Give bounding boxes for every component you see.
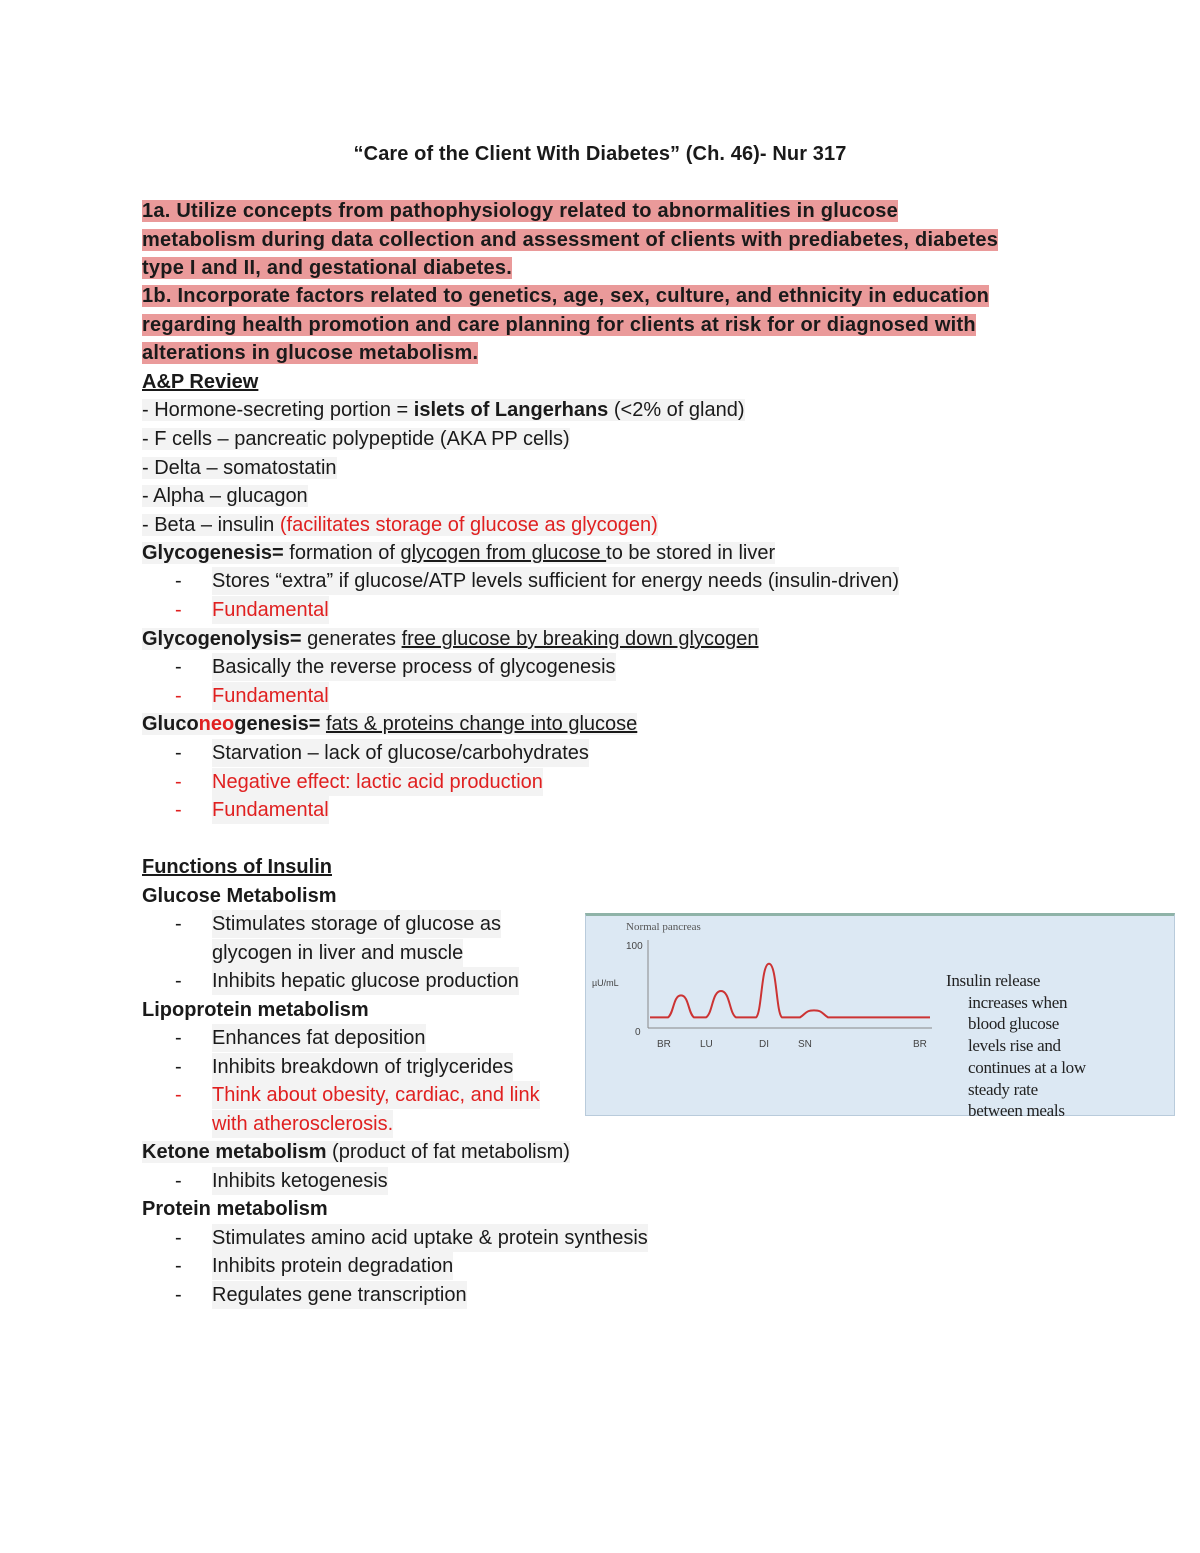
caption-line-5: continues at a low (968, 1057, 1086, 1077)
x-tick-di: DI (759, 1039, 769, 1050)
ap-f-cells-line: - F cells – pancreatic polypeptide (AKA PP cells) (142, 428, 570, 450)
x-tick-br-2: BR (913, 1039, 927, 1050)
x-tick-sn: SN (798, 1039, 812, 1050)
objective-1b-line-2: regarding health promotion and care planning for clients at risk for or diagnosed with (142, 314, 976, 336)
caption-line-2: increases when (968, 992, 1068, 1012)
y-axis-label: µU/mL (592, 978, 619, 988)
functions-heading: Functions of Insulin (142, 856, 332, 878)
x-tick-lu: LU (700, 1039, 713, 1050)
objective-1b-line-1: 1b. Incorporate factors related to genetics, age, sex, culture, and ethnicity in education (142, 285, 990, 307)
ap-hormone-line: - Hormone-secreting portion = islets of Langerhans (<2% of gland) (142, 399, 745, 421)
objective-1a-line-3: type I and II, and gestational diabetes. (142, 257, 513, 279)
chart-title: Normal pancreas (626, 921, 701, 933)
x-tick-br-1: BR (657, 1039, 671, 1050)
ketone-heading: Ketone metabolism (product of fat metabolism) (142, 1141, 570, 1163)
ap-delta-line: - Delta – somatostatin (142, 457, 337, 479)
objective-1a-line-2: metabolism during data collection and assessment of clients with prediabetes, diabetes (142, 229, 999, 251)
glycogenesis-definition: Glycogenesis= formation of glycogen from glucose to be stored in liver (142, 542, 776, 564)
caption-line-6: steady rate (968, 1079, 1038, 1099)
protein-heading: Protein metabolism (142, 1198, 328, 1220)
lipoprotein-heading: Lipoprotein metabolism (142, 999, 369, 1021)
document-title: “Care of the Client With Diabetes” (Ch. 46)- Nur 317 (353, 143, 847, 165)
figure-caption (946, 970, 1171, 1122)
ap-alpha-line: - Alpha – glucagon (142, 485, 308, 507)
caption-line-7: between meals (968, 1101, 1065, 1121)
caption-line-4: levels rise and (968, 1036, 1061, 1056)
ap-beta-line: - Beta – insulin (facilitates storage of glucose as glycogen) (142, 514, 658, 536)
gluconeogenesis-definition: Gluconeogenesis= fats & proteins change into glucose (142, 713, 638, 735)
caption-line-1: Insulin release (946, 971, 1041, 990)
glucose-metabolism-heading: Glucose Metabolism (142, 885, 337, 907)
ap-review-heading: A&P Review (142, 371, 259, 393)
y-tick-100: 100 (626, 941, 643, 952)
caption-line-3: blood glucose (968, 1014, 1060, 1034)
glycogenolysis-definition: Glycogenolysis= generates free glucose by breaking down glycogen (142, 628, 759, 650)
objective-1b-line-3: alterations in glucose metabolism. (142, 342, 479, 364)
objective-1a-line-1: 1a. Utilize concepts from pathophysiology related to abnormalities in glucose (142, 200, 899, 222)
insulin-release-figure (585, 913, 1175, 1121)
insulin-curve (650, 964, 930, 1018)
y-tick-0: 0 (635, 1027, 641, 1038)
